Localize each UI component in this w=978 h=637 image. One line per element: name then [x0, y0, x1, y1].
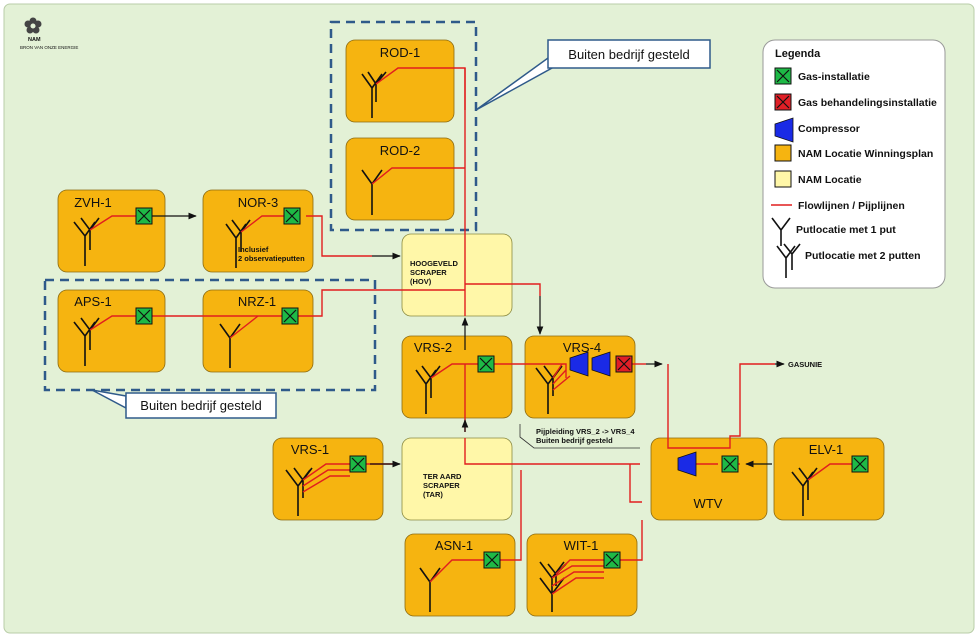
legend-label-gas-installation: Gas-installatie — [798, 71, 870, 83]
title-nor3: NOR-3 — [237, 195, 279, 210]
hov-label-3: (HOV) — [410, 277, 432, 286]
gas-treatment-icon — [616, 356, 632, 372]
gas-installation-icon — [604, 552, 620, 568]
gas-installation-icon — [284, 208, 300, 224]
title-vrs1: VRS-1 — [290, 442, 330, 457]
title-asn1: ASN-1 — [434, 538, 474, 553]
gas-installation-icon — [852, 456, 868, 472]
title-aps1: APS-1 — [74, 294, 112, 309]
callout-left-text: Buiten bedrijf gesteld — [140, 398, 262, 413]
title-nrz1: NRZ-1 — [237, 294, 277, 309]
legend — [763, 40, 945, 288]
gas-installation-icon — [484, 552, 500, 568]
hov-label-1: HOOGEVELD — [410, 259, 458, 268]
callout-top-text: Buiten bedrijf gesteld — [568, 47, 690, 62]
title-wit1: WIT-1 — [563, 538, 599, 553]
gas-installation-icon — [282, 308, 298, 324]
title-rod2: ROD-2 — [379, 143, 421, 158]
location-winningsplan-swatch — [775, 145, 791, 161]
legend-label-gas-treatment: Gas behandelingsinstallatie — [798, 97, 937, 109]
title-zvh1: ZVH-1 — [74, 195, 112, 210]
tar-label-2: SCRAPER — [423, 481, 460, 490]
logo-name: NAM — [28, 37, 41, 43]
gas-installation-icon — [722, 456, 738, 472]
legend-label-pipeline: Flowlijnen / Pijplijnen — [798, 200, 905, 212]
title-wtv: WTV — [693, 496, 723, 511]
pipe-note-1: Pijpleiding VRS_2 -> VRS_4 — [536, 427, 635, 436]
nor3-note-1: Inclusief — [238, 245, 269, 254]
gas-installation-icon — [136, 208, 152, 224]
logo-tagline: BRON VAN ONZE ENERGIE — [20, 45, 79, 50]
hov-label-2: SCRAPER — [410, 268, 447, 277]
legend-label-double-well: Putlocatie met 2 putten — [805, 250, 921, 262]
tar-label-3: (TAR) — [423, 490, 443, 499]
legend-label-location: NAM Locatie — [798, 174, 862, 186]
gas-installation-icon — [136, 308, 152, 324]
legend-label-compressor: Compressor — [798, 123, 860, 135]
title-vrs2: VRS-2 — [413, 340, 453, 355]
title-vrs4: VRS-4 — [562, 340, 602, 355]
nor3-note-2: 2 observatieputten — [238, 254, 305, 263]
location-swatch — [775, 171, 791, 187]
legend-label-single-well: Putlocatie met 1 put — [796, 224, 896, 236]
gas-installation-icon — [350, 456, 366, 472]
gas-installation-icon — [478, 356, 494, 372]
gasunie-label: GASUNIE — [788, 360, 823, 369]
vrs4-equipment — [570, 352, 632, 376]
gas-treatment-icon — [775, 94, 791, 110]
legend-title: Legenda — [775, 48, 821, 60]
pipe-note-2: Buiten bedrijf gesteld — [536, 436, 613, 445]
gas-installation-icon — [775, 68, 791, 84]
tar-label-1: TER AARD — [423, 472, 462, 481]
title-elv1: ELV-1 — [808, 442, 844, 457]
title-rod1: ROD-1 — [379, 45, 421, 60]
legend-label-location-winningsplan: NAM Locatie Winningsplan — [798, 148, 934, 160]
